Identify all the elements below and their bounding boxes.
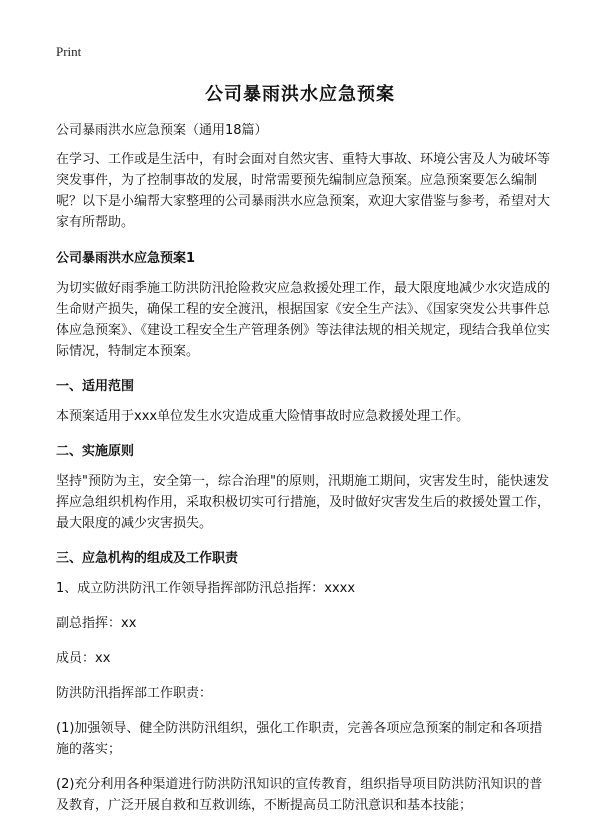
heading-organization: 三、应急机构的组成及工作职责 (56, 551, 239, 566)
page-title: 公司暴雨洪水应急预案 (205, 84, 395, 105)
section-heading: 公司暴雨洪水应急预案1 (56, 251, 196, 266)
heading-scope: 一、适用范围 (56, 379, 135, 394)
print-link[interactable]: Print (56, 44, 82, 59)
list-item: 1、成立防洪防汛工作领导指挥部防汛总指挥：xxxx (56, 581, 356, 596)
document-subtitle: 公司暴雨洪水应急预案（通用18篇） (56, 123, 268, 138)
list-item: (1)加强领导、健全防洪防汛组织，强化工作职责，完善各项应急预案的制定和各项措施的落实； (56, 721, 543, 757)
list-item: 成员：xx (56, 651, 111, 666)
section-intro-paragraph: 为切实做好雨季施工防洪防汛抢险救灾应急救援处理工作，最大限度地减少水灾造成的生命财产损失，确保工程的安全渡汛，根据国家《安全生产法》、《国家突发公共事件总体应急预案》、《建设工程安全生产管理条例》等法律法规的相关规定，现结合我单位实际情况，特制定本预案。 (56, 281, 551, 359)
list-item: (2)充分利用各种渠道进行防洪防汛知识的宣传教育，组织指导项目防洪防汛知识的普及教育，广泛开展自救和互救训练，不断提高员工防汛意识和基本技能； (56, 777, 543, 813)
list-item: 副总指挥：xx (56, 616, 137, 631)
principles-paragraph: 坚持"预防为主，安全第一，综合治理"的原则，汛期施工期间，灾害发生时，能快速发挥应急组织机构作用，采取积极切实可行措施，及时做好灾害发生后的救援处置工作，最大限度的减少灾害损失。 (56, 474, 551, 531)
heading-principles: 二、实施原则 (56, 444, 135, 459)
list-item: 防洪防汛指挥部工作职责： (56, 686, 213, 701)
intro-paragraph: 在学习、工作或是生活中，有时会面对自然灾害、重特大事故、环境公害及人为破坏等突发事件，为了控制事故的发展，时常需要预先编制应急预案。应急预案要怎么编制呢？以下是小编帮大家整理的公司暴雨洪水应急预案，欢迎大家借鉴与参考，希望对大家有所帮助。 (56, 152, 551, 230)
document-body (56, 120, 554, 830)
scope-paragraph: 本预案适用于xxx单位发生水灾造成重大险情事故时应急救援处理工作。 (56, 409, 470, 424)
